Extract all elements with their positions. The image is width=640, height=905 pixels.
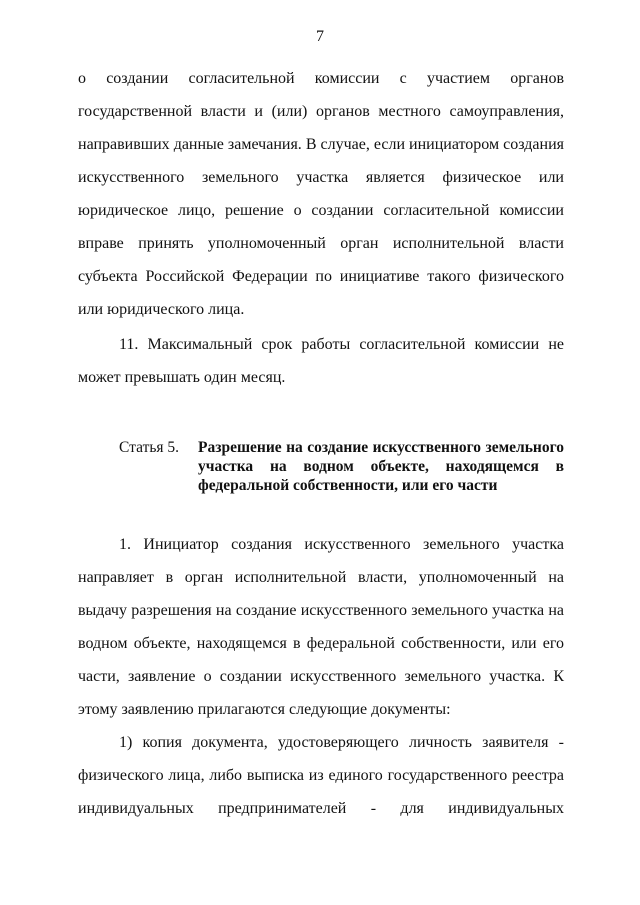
paragraph-1-initiator: 1. Инициатор создания искусственного земельного участка направляет в орган исполнительной власти, уполномоченный на выдачу разрешения на создание искусственного земельного участка на водном объекте, находящемся в федеральной собственности, или его части, заявление о создании искусственного земельного участка. К этому заявлению прилагаются следующие документы:	[78, 536, 564, 718]
paragraph-11-term: 11. Максимальный срок работы согласительной комиссии не может превышать один месяц.	[78, 336, 564, 386]
page-number: 7	[316, 28, 324, 45]
article-label: Статья 5.	[119, 439, 180, 456]
paragraph-1-documents: 1) копия документа, удостоверяющего личность заявителя - физического лица, либо выписка из единого государственного реестра индивидуальных предпринимателей - для индивидуальных	[78, 734, 564, 817]
article-title: Разрешение на создание искусственного земельного участка на водном объекте, находящемся в федеральной собственности, или его части	[198, 439, 564, 494]
article-heading	[78, 438, 564, 495]
paragraph-commission: о создании согласительной комиссии с участием органов государственной власти и (или) органов местного самоуправления, направивших данные замечания. В случае, если инициатором создания искусственного земельного участка является физическое или юридическое лицо, решение о создании согласительной комиссии вправе принять уполномоченный орган исполнительной власти субъекта Российской Федерации по инициативе такого физического или юридического лица.	[78, 70, 564, 318]
document-body	[78, 62, 564, 825]
